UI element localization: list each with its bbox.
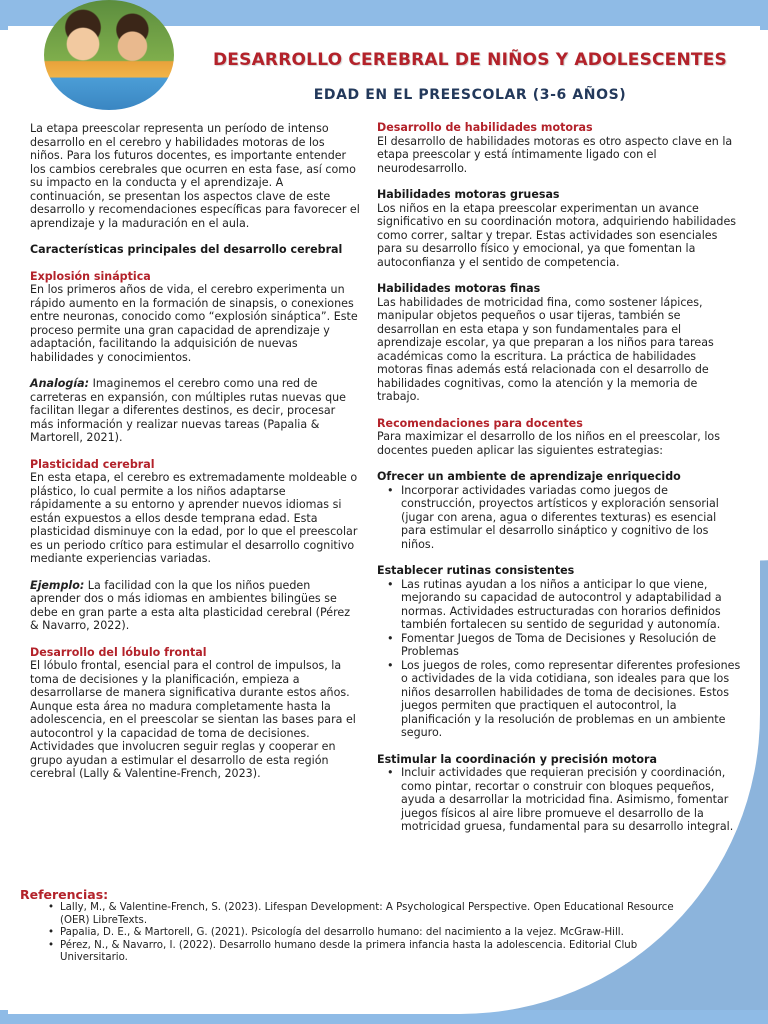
frontal-section xyxy=(30,646,360,781)
reference-item: • Papalia, D. E., & Martorell, G. (2021). Psicología del desarrollo humano: del nacimiento a la vejez. McGraw-Hill. xyxy=(60,927,680,940)
gross-motor-heading: Habilidades motoras gruesas xyxy=(377,188,560,201)
routine-heading: Establecer rutinas consistentes xyxy=(377,564,575,577)
fine-motor-text: Las habilidades de motricidad fina, como sostener lápices, manipular objetos pequeños o usar tijeras, también se desarrollan en esta etapa y son fundamentales para el aprendizaje escolar, ya que preparan a los niños para tareas académicas como la escritura. La práctica de habilidades motoras finas además está relacionada con el desarrollo de habilidades cognitivas, como la atención y la memoria de trabajo. xyxy=(377,295,714,403)
list-item: • Los juegos de roles, como representar diferentes profesiones o actividades de la vida cotidiana, son ideales para que los niños desarrollen habilidades de toma de decisiones. Estos juegos permiten que practiquen el autocontrol, la planificación y la resolución de problemas en un ambiente seguro. xyxy=(401,659,741,740)
example-paragraph xyxy=(30,579,360,633)
frontal-text: El lóbulo frontal, esencial para el control de impulsos, la toma de decisiones y la planificación, empieza a desarrollarse de manera significativa durante estos años. Aunque esta área no madura completamente hasta la adolescencia, en el preescolar se sientan las bases para el autocontrol y la capacidad de toma de decisiones. Actividades que involucren seguir reglas y cooperar en grupo ayudan a estimular el desarrollo de esta región cerebral (Lally & Valentine-French, 2023). xyxy=(30,659,356,780)
list-item: • Fomentar Juegos de Toma de Decisiones y Resolución de Problemas xyxy=(401,632,741,659)
gross-motor-section xyxy=(377,188,741,269)
children-photo xyxy=(44,0,174,110)
synaptic-section xyxy=(30,270,360,365)
analogy-label: Analogía: xyxy=(30,377,90,390)
page-subtitle: EDAD EN EL PREESCOLAR (3-6 AÑOS) xyxy=(313,87,627,103)
coordination-list xyxy=(377,766,741,834)
fine-motor-heading: Habilidades motoras finas xyxy=(377,282,541,295)
list-item: • Incluir actividades que requieran precisión y coordinación, como pintar, recortar o construir con bloques pequeños, ayuda a desarrollar la motricidad fina. Asimismo, fomentar juegos físicos al aire libre promueve el desarrollo de la motricidad gruesa, fundamental para su desarrollo integral. xyxy=(401,766,741,834)
synaptic-heading: Explosión sináptica xyxy=(30,269,151,283)
gross-motor-text: Los niños en la etapa preescolar experimentan un avance significativo en su coordinación motora, adquiriendo habilidades como correr, saltar y trepar. Estas actividades son esenciales para su desarrollo físico y emocional, ya que fomentan la autoconfianza y el sentido de competencia. xyxy=(377,201,737,269)
references-section xyxy=(20,887,680,965)
plasticity-section xyxy=(30,458,360,566)
example-label: Ejemplo: xyxy=(30,578,85,592)
right-column xyxy=(377,121,741,834)
reference-item: • Pérez, N., & Navarro, I. (2022). Desarrollo humano desde la primera infancia hasta la adolescencia. Editorial Club Universitario. xyxy=(60,940,680,965)
left-column xyxy=(30,122,360,794)
enriched-env-section xyxy=(377,470,741,484)
routine-heading-wrap xyxy=(377,564,741,578)
references-title: Referencias: xyxy=(20,887,109,902)
references-list xyxy=(20,902,680,965)
motor-heading: Desarrollo de habilidades motoras xyxy=(377,121,593,134)
analogy-text: Imaginemos el cerebro como una red de carreteras en expansión, con múltiples rutas nuevas que facilitan llegar a diferentes destinos, es decir, procesar más información y realizar nuevas tareas (Papalia & Martorell, 2021). xyxy=(30,377,346,444)
plasticity-heading: Plasticidad cerebral xyxy=(30,457,155,471)
plasticity-text: En esta etapa, el cerebro es extremadamente moldeable o plástico, lo cual permite a los niños adaptarse rápidamente a su entorno y aprender nuevos idiomas si están expuestos a ellos desde temprana edad. Esta plasticidad disminuye con la edad, por lo que el preescolar es un periodo crítico para estimular el desarrollo cognitivo mediante experiencias variadas. xyxy=(30,471,358,565)
list-item: • Las rutinas ayudan a los niños a anticipar lo que viene, mejorando su capacidad de autocontrol y adaptabilidad a normas. Actividades estructuradas con horarios definidos también fortalecen su sentido de seguridad y autonomía. xyxy=(401,578,741,632)
motor-section xyxy=(377,121,741,175)
list-item: • Incorporar actividades variadas como juegos de construcción, proyectos artísticos y exploración sensorial (jugar con arena, agua o diferentes texturas) es esencial para estimular el desarrollo sináptico y cognitivo de los niños. xyxy=(401,484,741,552)
enriched-env-heading: Ofrecer un ambiente de aprendizaje enriquecido xyxy=(377,470,681,483)
example-text: La facilidad con la que los niños pueden aprender dos o más idiomas en ambientes bilingües se debe en gran parte a esta alta plasticidad cerebral (Pérez & Navarro, 2022). xyxy=(30,578,351,632)
synaptic-text: En los primeros años de vida, el cerebro experimenta un rápido aumento en la formación de sinapsis, o conexiones entre neuronas, conocido como “explosión sináptica”. Este proceso permite una gran capacidad de aprendizaje y adaptación, facilitando la adquisición de nuevas habilidades y conocimientos. xyxy=(30,283,358,364)
features-heading: Características principales del desarrollo cerebral xyxy=(30,243,343,256)
intro-paragraph: La etapa preescolar representa un período de intenso desarrollo en el cerebro y habilidades motoras de los niños. Para los futuros docentes, es importante entender los cambios cerebrales que ocurren en esta fase, así como su impacto en la conducta y el aprendizaje. A continuación, se presentan los aspectos clave de este desarrollo y recomendaciones específicas para favorecer el aprendizaje y la maduración en el aula. xyxy=(30,122,360,230)
coordination-heading: Estimular la coordinación y precisión motora xyxy=(377,752,657,766)
analogy-paragraph xyxy=(30,377,360,445)
page-title: DESARROLLO CEREBRAL DE NIÑOS Y ADOLESCENTES xyxy=(213,50,727,70)
routine-list xyxy=(377,578,741,740)
reference-item: • Lally, M., & Valentine-French, S. (2023). Lifespan Development: A Psychological Perspective. Open Educational Resource (OER) LibreTexts. xyxy=(60,902,680,927)
recommendations-text: Para maximizar el desarrollo de los niños en el preescolar, los docentes pueden aplicar las siguientes estrategias: xyxy=(377,430,720,457)
enriched-env-list xyxy=(377,484,741,552)
coordination-heading-wrap xyxy=(377,753,741,767)
frontal-heading: Desarrollo del lóbulo frontal xyxy=(30,645,207,659)
fine-motor-section xyxy=(377,282,741,404)
motor-text: El desarrollo de habilidades motoras es otro aspecto clave en la etapa preescolar y está íntimamente ligado con el neurodesarrollo. xyxy=(377,134,733,175)
recommendations-section xyxy=(377,417,741,458)
recommendations-heading: Recomendaciones para docentes xyxy=(377,416,583,430)
